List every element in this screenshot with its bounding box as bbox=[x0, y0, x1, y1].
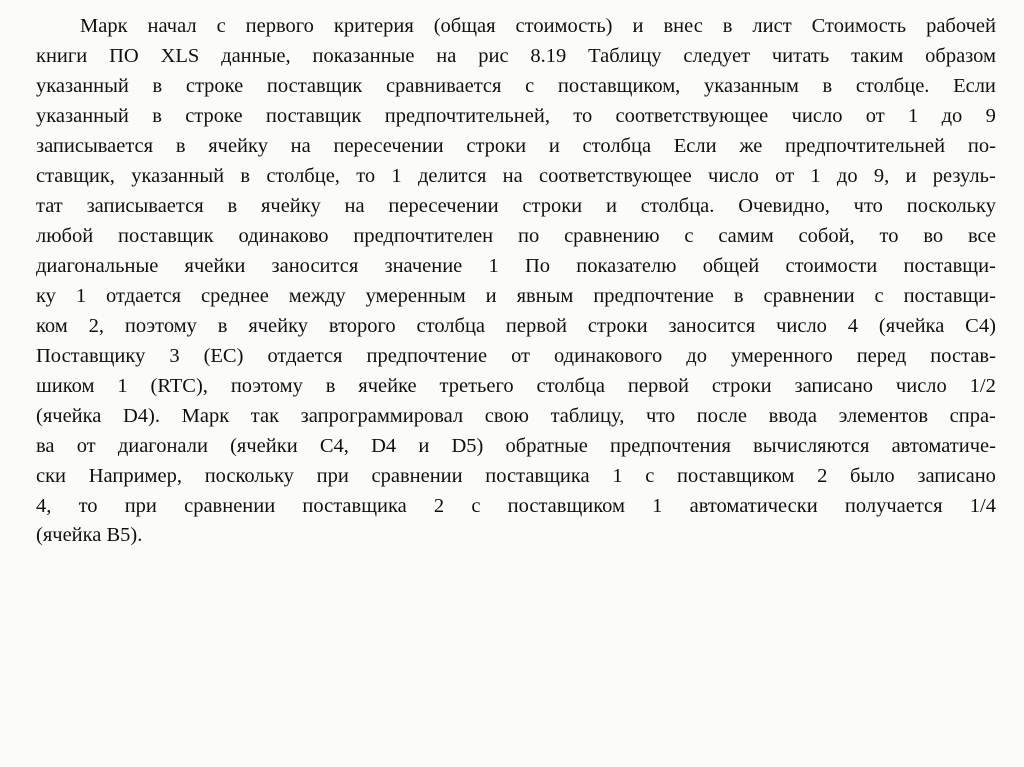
line-word: было bbox=[850, 464, 895, 487]
line-word: поставщиком bbox=[507, 494, 625, 517]
line-word: автоматиче- bbox=[891, 434, 996, 457]
line-word: от bbox=[511, 344, 531, 367]
line-word: данные, bbox=[221, 44, 291, 67]
line-word: 1 bbox=[612, 464, 623, 487]
line-word: По bbox=[524, 254, 551, 277]
line-word: строки bbox=[466, 134, 527, 157]
line-word: элементов bbox=[838, 404, 929, 427]
text-line bbox=[36, 132, 996, 162]
line-word: вычисляются bbox=[753, 434, 870, 457]
line-word: строке bbox=[185, 104, 243, 127]
line-word: записывается bbox=[86, 194, 204, 217]
line-word: от bbox=[865, 104, 885, 127]
line-word: тат bbox=[36, 194, 63, 217]
line-word: самим bbox=[718, 224, 774, 247]
line-word: в bbox=[240, 164, 251, 187]
line-word: 9 bbox=[985, 104, 996, 127]
line-word: 1 bbox=[117, 374, 128, 397]
line-word: поэтому bbox=[124, 314, 197, 337]
line-word: одинаково bbox=[238, 224, 329, 247]
line-word: при bbox=[124, 494, 157, 517]
line-word: предпочтительней bbox=[785, 134, 946, 157]
line-word: 8.19 bbox=[530, 44, 567, 67]
line-word: что bbox=[853, 194, 883, 217]
line-word: с bbox=[645, 464, 655, 487]
line-word: с bbox=[216, 15, 226, 37]
line-word: столбца bbox=[582, 134, 652, 157]
line-word: таким bbox=[851, 44, 904, 67]
line-word: 1 bbox=[75, 284, 87, 307]
line-word: внес bbox=[663, 15, 703, 37]
line-word: поставщик bbox=[266, 74, 363, 97]
line-word: ячейку bbox=[248, 314, 309, 337]
line-word: строки bbox=[587, 314, 648, 337]
line-word: 2 bbox=[817, 464, 828, 487]
line-word: во bbox=[923, 224, 944, 247]
line-word: поэтому bbox=[230, 374, 303, 397]
text-line bbox=[36, 462, 996, 492]
line-word: умеренного bbox=[730, 344, 833, 367]
text-line bbox=[36, 372, 996, 402]
line-word: на bbox=[436, 44, 457, 67]
line-word: ячейку bbox=[208, 134, 268, 157]
line-word: общей bbox=[702, 254, 760, 277]
line-word: образом bbox=[925, 44, 996, 67]
line-word: заносится bbox=[271, 254, 359, 277]
line-word: D4 bbox=[371, 434, 397, 457]
line-word: строке bbox=[185, 74, 244, 97]
line-word: на bbox=[502, 164, 523, 187]
line-word: соответствующее bbox=[615, 104, 769, 127]
line-word: и bbox=[548, 134, 560, 157]
line-word: столбца. bbox=[640, 194, 715, 217]
line-word: Марк bbox=[80, 15, 128, 37]
line-word: поставщи- bbox=[903, 254, 996, 277]
line-word: XLS bbox=[160, 44, 200, 67]
line-word: 1/4 bbox=[969, 494, 996, 517]
line-word: же bbox=[739, 134, 763, 157]
line-word: ввода bbox=[768, 404, 817, 427]
line-word: обратные bbox=[505, 434, 588, 457]
line-word: Например, bbox=[88, 464, 182, 487]
line-word: Поставщику bbox=[36, 344, 146, 367]
line-word: сравнению bbox=[564, 224, 660, 247]
line-word: указанный bbox=[131, 164, 225, 187]
text-line bbox=[36, 42, 996, 72]
line-word: поставщиком bbox=[677, 464, 795, 487]
line-word: С4, bbox=[319, 434, 349, 457]
line-word: от bbox=[76, 434, 96, 457]
line-word: таблицу, bbox=[550, 404, 625, 427]
line-word: в bbox=[822, 74, 833, 97]
line-word: на bbox=[344, 194, 365, 217]
line-word: и bbox=[905, 164, 917, 187]
line-word: второго bbox=[328, 314, 396, 337]
line-word: 4 bbox=[847, 314, 859, 337]
line-word: строки bbox=[522, 194, 583, 217]
text-line bbox=[36, 12, 996, 42]
text-line bbox=[36, 102, 996, 132]
line-word: перед bbox=[856, 344, 907, 367]
line-word: и bbox=[485, 284, 497, 307]
text-line bbox=[36, 282, 996, 312]
line-word: предпочтения bbox=[610, 434, 731, 457]
line-word: рабочей bbox=[926, 15, 996, 37]
line-word: с bbox=[684, 224, 694, 247]
line-word: поставщик bbox=[265, 104, 362, 127]
line-word: все bbox=[967, 224, 996, 247]
line-word: столбца bbox=[536, 374, 606, 397]
line-word: делится bbox=[417, 164, 487, 187]
line-word: получается bbox=[844, 494, 943, 517]
line-word: поставщиком, bbox=[557, 74, 681, 97]
line-word: ва bbox=[36, 434, 55, 457]
line-word: с bbox=[525, 74, 535, 97]
line-word: D4). bbox=[123, 404, 161, 427]
text-line bbox=[36, 492, 996, 522]
line-word: столбце, bbox=[266, 164, 340, 187]
line-word: столбца bbox=[416, 314, 486, 337]
line-word: 9, bbox=[873, 164, 890, 187]
line-word: в bbox=[152, 104, 162, 127]
line-word: (ячейки bbox=[230, 434, 298, 457]
line-word: в bbox=[152, 74, 163, 97]
line-word: до bbox=[686, 344, 707, 367]
line-word: предпочтительней, bbox=[384, 104, 550, 127]
line-word: то bbox=[573, 104, 593, 127]
text-line bbox=[36, 521, 996, 551]
line-word: рис bbox=[478, 44, 509, 67]
line-word: предпочтителен bbox=[353, 224, 494, 247]
line-word: что bbox=[645, 404, 676, 427]
line-word: (общая bbox=[433, 15, 496, 37]
line-word: при bbox=[316, 464, 349, 487]
line-word: книги bbox=[36, 44, 88, 67]
line-word: в bbox=[325, 374, 336, 397]
line-word: соответствующее bbox=[539, 164, 692, 187]
line-word: 3 bbox=[169, 344, 180, 367]
line-word: между bbox=[288, 284, 346, 307]
line-word: в bbox=[217, 314, 228, 337]
line-word: указанный bbox=[36, 104, 129, 127]
line-word: ПО bbox=[109, 44, 139, 67]
line-word: заносится bbox=[668, 314, 756, 337]
line-word: начал bbox=[147, 15, 197, 37]
line-word: число bbox=[895, 374, 947, 397]
text-line bbox=[36, 312, 996, 342]
line-word: 1 bbox=[810, 164, 821, 187]
line-word: 1 bbox=[908, 104, 919, 127]
line-word: ски bbox=[36, 464, 67, 487]
line-word: поскольку bbox=[906, 194, 996, 217]
line-word: с bbox=[874, 284, 884, 307]
line-word: третьего bbox=[439, 374, 514, 397]
line-word: в bbox=[733, 284, 744, 307]
line-word: ячейке bbox=[358, 374, 417, 397]
line-word: запрограммировал bbox=[300, 404, 464, 427]
line-word: 1/2 bbox=[969, 374, 996, 397]
line-word: и bbox=[605, 194, 617, 217]
line-word: значение bbox=[384, 254, 463, 277]
line-word: предпочтение bbox=[593, 284, 714, 307]
line-word: среднее bbox=[201, 284, 269, 307]
line-word: первого bbox=[245, 15, 314, 37]
line-word: стоимости bbox=[785, 254, 878, 277]
line-word: и bbox=[418, 434, 430, 457]
line-word: так bbox=[250, 404, 280, 427]
line-word: отдается bbox=[267, 344, 343, 367]
line-word: ставщик, bbox=[36, 164, 115, 187]
line-word: ком bbox=[36, 314, 68, 337]
line-word: то bbox=[356, 164, 376, 187]
line-word: ячейки bbox=[184, 254, 246, 277]
line-word: диагональные bbox=[36, 254, 159, 277]
line-word: умеренным bbox=[365, 284, 466, 307]
line-word: Марк bbox=[181, 404, 230, 427]
text-line bbox=[36, 432, 996, 462]
line-word: сравнивается bbox=[386, 74, 502, 97]
text-line bbox=[36, 402, 996, 432]
text-line bbox=[36, 342, 996, 372]
line-word: лист bbox=[752, 15, 792, 37]
line-word: по- bbox=[967, 134, 996, 157]
line-word: до bbox=[941, 104, 963, 127]
line-word: в bbox=[722, 15, 733, 37]
line-word: следует bbox=[683, 44, 751, 67]
line-word: спра- bbox=[949, 404, 996, 427]
text-line bbox=[36, 72, 996, 102]
line-word: (ячейка bbox=[878, 314, 945, 337]
line-word: первой bbox=[627, 374, 689, 397]
line-word: 1 bbox=[652, 494, 663, 517]
line-word: число bbox=[791, 104, 843, 127]
line-word: одинакового bbox=[554, 344, 663, 367]
line-word: 2, bbox=[88, 314, 104, 337]
line-word: собой, bbox=[798, 224, 855, 247]
page-text-block bbox=[36, 12, 996, 551]
line-word: поставщика bbox=[485, 464, 590, 487]
line-word: 2 bbox=[433, 494, 445, 517]
line-word: предпочтение bbox=[366, 344, 488, 367]
line-word: резуль- bbox=[932, 164, 996, 187]
line-word: от bbox=[775, 164, 795, 187]
line-text: (ячейка В5). bbox=[36, 524, 143, 547]
line-word: 1 bbox=[488, 254, 499, 277]
line-word: записано bbox=[917, 464, 996, 487]
line-word: Если bbox=[673, 134, 717, 157]
line-word: отдается bbox=[106, 284, 182, 307]
line-word: после bbox=[696, 404, 747, 427]
line-word: показателю bbox=[576, 254, 677, 277]
line-word: Очевидно, bbox=[738, 194, 830, 217]
line-word: в bbox=[227, 194, 238, 217]
line-word: сравнении bbox=[763, 284, 855, 307]
line-word: шиком bbox=[36, 374, 95, 397]
text-line bbox=[36, 252, 996, 282]
line-word: столбце. bbox=[855, 74, 930, 97]
line-word: и bbox=[632, 15, 644, 37]
text-line bbox=[36, 162, 996, 192]
line-word: то bbox=[879, 224, 899, 247]
line-word: поставщика bbox=[302, 494, 407, 517]
text-line bbox=[36, 192, 996, 222]
line-word: любой bbox=[36, 224, 94, 247]
line-word: (ячейка bbox=[36, 404, 102, 427]
line-word: поставщи- bbox=[903, 284, 996, 307]
line-word: 4, bbox=[36, 494, 52, 517]
line-word: указанный bbox=[36, 74, 129, 97]
line-word: строки bbox=[711, 374, 772, 397]
line-word: до bbox=[836, 164, 858, 187]
line-word: по bbox=[518, 224, 540, 247]
line-word: показанные bbox=[312, 44, 415, 67]
line-word: записано bbox=[794, 374, 874, 397]
line-word: свою bbox=[484, 404, 529, 427]
line-word: 1 bbox=[391, 164, 402, 187]
line-word: в bbox=[175, 134, 186, 157]
line-word: записывается bbox=[36, 134, 154, 157]
line-word: сравнении bbox=[184, 494, 276, 517]
line-word: то bbox=[78, 494, 98, 517]
line-word: на bbox=[290, 134, 311, 157]
line-word: поставщик bbox=[118, 224, 214, 247]
line-word: сравнении bbox=[371, 464, 463, 487]
line-word: критерия bbox=[333, 15, 414, 37]
line-word: с bbox=[471, 494, 481, 517]
line-word: автоматически bbox=[689, 494, 818, 517]
line-word: диагонали bbox=[117, 434, 208, 457]
line-word: явным bbox=[516, 284, 574, 307]
line-word: первой bbox=[505, 314, 567, 337]
line-word: число bbox=[776, 314, 827, 337]
line-word: (ЕС) bbox=[203, 344, 244, 367]
line-word: постав- bbox=[930, 344, 996, 367]
line-word: С4) bbox=[965, 314, 996, 337]
line-word: поскольку bbox=[204, 464, 294, 487]
line-word: Если bbox=[953, 74, 996, 97]
line-word: читать bbox=[771, 44, 830, 67]
line-word: Стоимость bbox=[811, 15, 907, 37]
line-word: ячейку bbox=[260, 194, 321, 217]
line-word: D5) bbox=[451, 434, 484, 457]
text-line bbox=[36, 222, 996, 252]
line-word: указанным bbox=[703, 74, 799, 97]
line-word: стоимость) bbox=[515, 15, 613, 37]
line-word: Таблицу bbox=[588, 44, 662, 67]
line-word: пересечении bbox=[333, 134, 444, 157]
line-word: (RTC), bbox=[150, 374, 208, 397]
line-word: ку bbox=[36, 284, 56, 307]
line-word: пересечении bbox=[388, 194, 499, 217]
line-word: число bbox=[708, 164, 759, 187]
